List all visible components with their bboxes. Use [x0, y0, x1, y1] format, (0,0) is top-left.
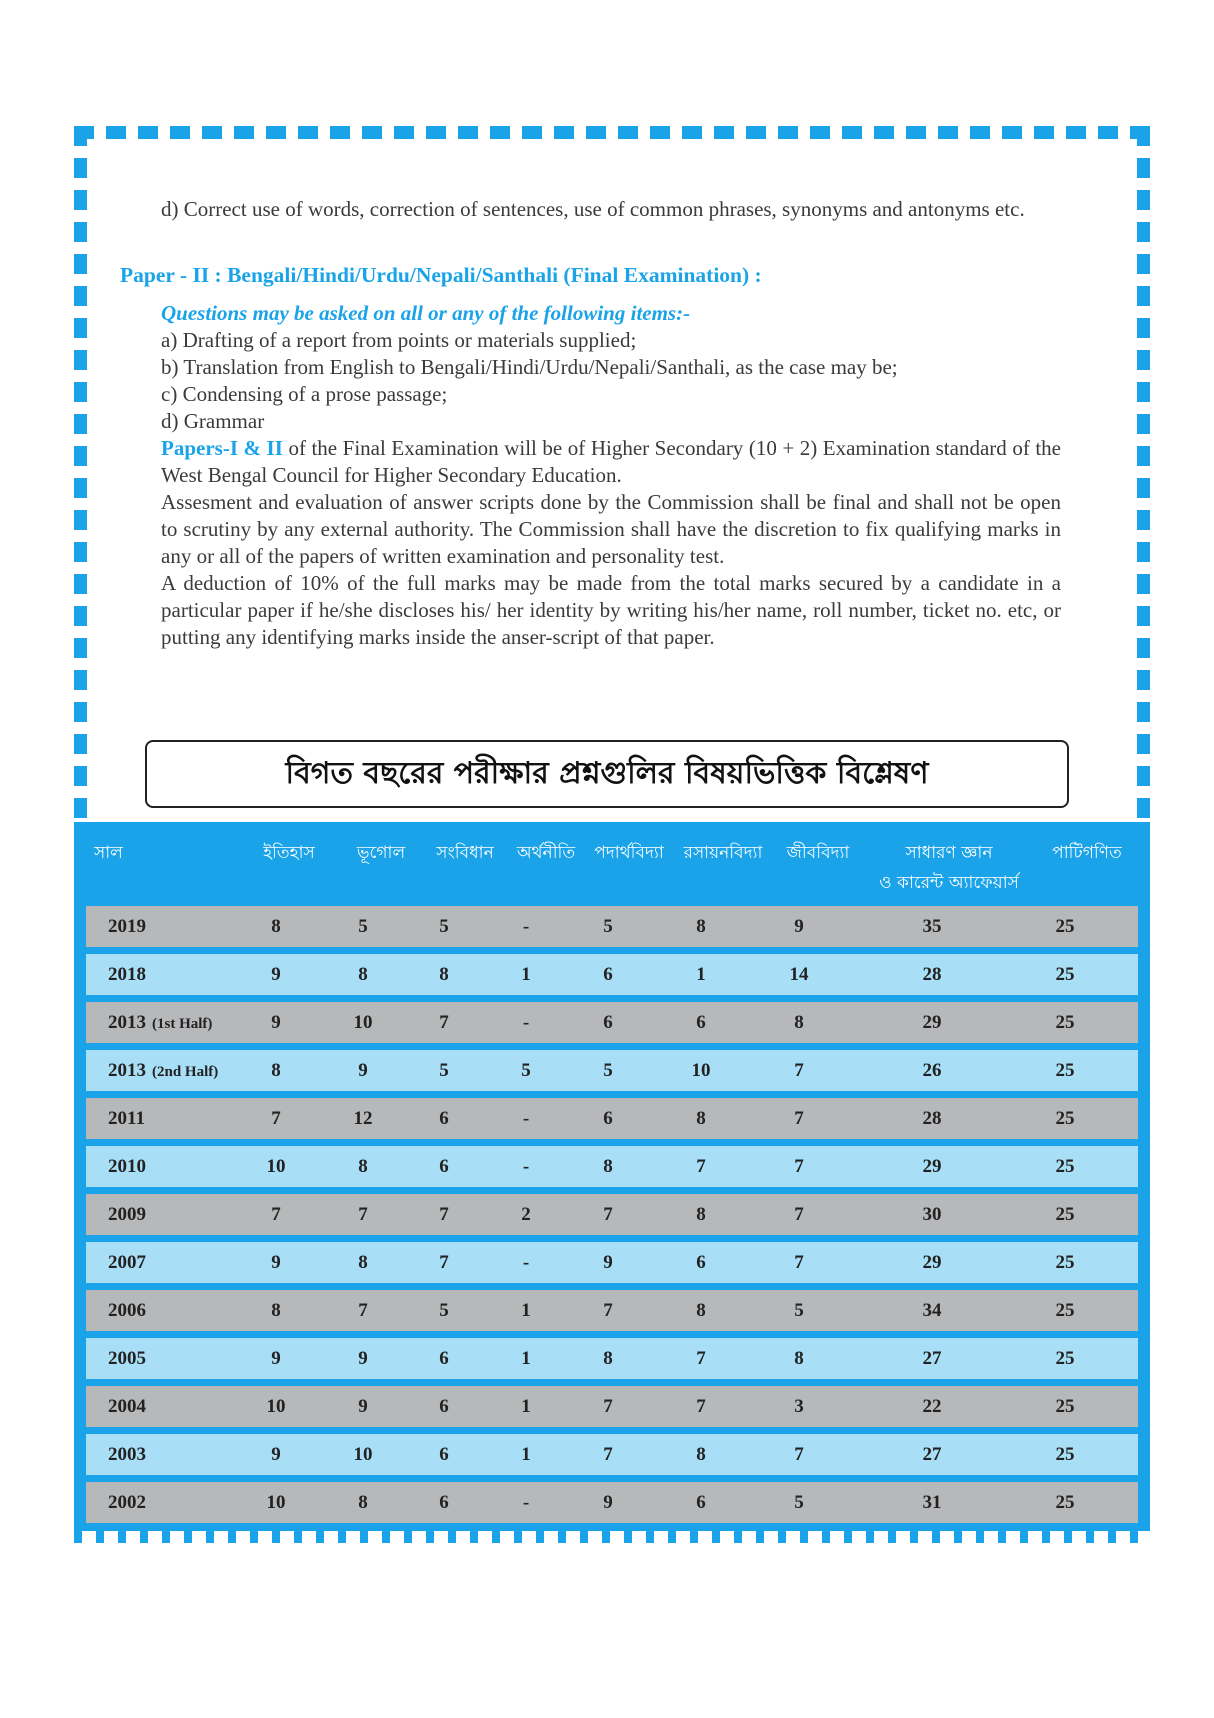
- cell-value: 6: [439, 1156, 449, 1177]
- col-header-gk: সাধারণ জ্ঞান: [905, 843, 993, 863]
- cell-value: 28: [922, 964, 942, 985]
- cell-value: 6: [439, 1492, 449, 1513]
- cell-value: 9: [358, 1348, 368, 1369]
- cell-value: 6: [696, 1252, 706, 1273]
- cell-value: 7: [439, 1012, 449, 1033]
- table-bottom-border: [74, 1531, 1150, 1543]
- cell-year: [108, 906, 146, 947]
- cell-year: [108, 1194, 146, 1235]
- col-header-economics: অর্থনীতি: [516, 843, 576, 863]
- cell-value: 25: [1055, 1348, 1075, 1369]
- table-row: [86, 1482, 1138, 1523]
- cell-value: 1: [521, 1444, 531, 1465]
- cell-value: 29: [922, 1156, 942, 1177]
- col-header-gk-line2: ও কারেন্ট অ্যাফেয়ার্স: [879, 873, 1019, 893]
- col-header-geography: ভূগোল: [356, 843, 406, 863]
- cell-value: 8: [271, 916, 281, 937]
- cell-value: 25: [1055, 1252, 1075, 1273]
- cell-value: 9: [271, 1012, 281, 1033]
- cell-value: 1: [696, 964, 706, 985]
- cell-value: 1: [521, 964, 531, 985]
- year-value: 2013: [108, 1060, 146, 1081]
- cell-value: 12: [353, 1108, 373, 1129]
- cell-value: 7: [603, 1300, 613, 1321]
- cell-value: 25: [1055, 1204, 1075, 1225]
- cell-value: -: [522, 1156, 530, 1177]
- cell-value: -: [522, 1108, 530, 1129]
- col-header-biology: জীববিদ্যা: [786, 843, 850, 863]
- cell-value: 7: [794, 1204, 804, 1225]
- cell-value: 8: [696, 1444, 706, 1465]
- item-d-text: d) Correct use of words, correction of sentences, use of common phrases, synonyms and antonyms etc.: [161, 197, 1025, 221]
- papers-standard-text: [161, 435, 1061, 489]
- table-row: [86, 1242, 1138, 1283]
- cell-value: 6: [439, 1396, 449, 1417]
- cell-value: 9: [603, 1492, 613, 1513]
- cell-year: [108, 1290, 146, 1331]
- cell-value: 25: [1055, 1396, 1075, 1417]
- col-header-arithmetic: পাটিগণিত: [1052, 843, 1122, 863]
- cell-value: 8: [271, 1300, 281, 1321]
- cell-value: 6: [696, 1012, 706, 1033]
- year-value: 2019: [108, 916, 146, 937]
- year-value: 2004: [108, 1396, 146, 1417]
- frame-right-border: [1137, 126, 1150, 826]
- cell-value: 9: [794, 916, 804, 937]
- cell-value: 10: [353, 1012, 373, 1033]
- cell-value: -: [522, 1492, 530, 1513]
- table-row: [86, 954, 1138, 995]
- year-value: 2003: [108, 1444, 146, 1465]
- table-title: বিগত বছরের পরীক্ষার প্রশ্নগুলির বিষয়ভিত্তিক বিশ্লেষণ: [285, 755, 929, 791]
- cell-value: 7: [794, 1444, 804, 1465]
- cell-value: 5: [521, 1060, 531, 1081]
- cell-value: 25: [1055, 964, 1075, 985]
- cell-value: 10: [353, 1444, 373, 1465]
- cell-value: 6: [696, 1492, 706, 1513]
- cell-value: 6: [439, 1348, 449, 1369]
- cell-value: 9: [358, 1060, 368, 1081]
- cell-value: 2: [521, 1204, 531, 1225]
- cell-value: -: [522, 916, 530, 937]
- table-row: [86, 1050, 1138, 1091]
- cell-value: 10: [266, 1492, 286, 1513]
- table-row: [86, 906, 1138, 947]
- cell-value: 8: [271, 1060, 281, 1081]
- year-value: 2018: [108, 964, 146, 985]
- intro-text: [161, 196, 1061, 223]
- cell-value: 8: [603, 1348, 613, 1369]
- cell-value: 5: [794, 1492, 804, 1513]
- col-header-chemistry: রসায়নবিদ্যা: [683, 843, 763, 863]
- table-row: [86, 1002, 1138, 1043]
- cell-value: 3: [794, 1396, 804, 1417]
- cell-year: [108, 1146, 146, 1187]
- cell-value: 7: [439, 1204, 449, 1225]
- cell-value: 8: [358, 964, 368, 985]
- cell-value: 25: [1055, 1156, 1075, 1177]
- cell-value: 7: [794, 1060, 804, 1081]
- cell-value: 26: [922, 1060, 942, 1081]
- cell-value: 9: [358, 1396, 368, 1417]
- table-row: [86, 1338, 1138, 1379]
- cell-value: 5: [439, 1060, 449, 1081]
- cell-value: 7: [603, 1396, 613, 1417]
- cell-year: [108, 1338, 146, 1379]
- cell-value: 10: [691, 1060, 711, 1081]
- cell-year: [108, 1386, 146, 1427]
- cell-year: [108, 1434, 146, 1475]
- table-row: [86, 1290, 1138, 1331]
- cell-value: 7: [696, 1156, 706, 1177]
- table-title-box: [145, 740, 1069, 808]
- col-header-history: ইতিহাস: [263, 843, 315, 863]
- cell-value: 8: [358, 1492, 368, 1513]
- cell-value: 8: [358, 1252, 368, 1273]
- cell-year: [108, 1050, 218, 1093]
- year-value: 2010: [108, 1156, 146, 1177]
- paper2-item-b: b) Translation from English to Bengali/Hindi/Urdu/Nepali/Santhali, as the case may be;: [161, 355, 898, 379]
- cell-year: [108, 1242, 146, 1283]
- cell-value: 5: [439, 916, 449, 937]
- cell-value: 7: [696, 1348, 706, 1369]
- cell-value: 8: [794, 1012, 804, 1033]
- cell-value: 6: [603, 964, 613, 985]
- table-row: [86, 1146, 1138, 1187]
- cell-value: -: [522, 1012, 530, 1033]
- cell-value: 6: [439, 1108, 449, 1129]
- cell-value: 8: [794, 1348, 804, 1369]
- cell-value: 9: [271, 1444, 281, 1465]
- cell-value: 25: [1055, 916, 1075, 937]
- paper2-heading: Paper - II : Bengali/Hindi/Urdu/Nepali/Santhali (Final Examination) :: [120, 263, 762, 287]
- year-value: 2011: [108, 1108, 145, 1129]
- table-row: [86, 1434, 1138, 1475]
- questions-heading: Questions may be asked on all or any of the following items:-: [161, 301, 691, 325]
- paper2-item-d: d) Grammar: [161, 409, 265, 433]
- cell-value: 7: [794, 1156, 804, 1177]
- cell-year: [108, 1002, 212, 1045]
- cell-value: 9: [271, 964, 281, 985]
- half-label: (1st Half): [152, 1016, 213, 1032]
- table-row: [86, 1194, 1138, 1235]
- cell-value: 31: [922, 1492, 942, 1513]
- cell-value: 29: [922, 1252, 942, 1273]
- cell-value: 35: [922, 916, 942, 937]
- cell-value: 7: [696, 1396, 706, 1417]
- cell-value: 9: [603, 1252, 613, 1273]
- cell-value: 7: [794, 1108, 804, 1129]
- paper2-item-a: a) Drafting of a report from points or materials supplied;: [161, 328, 637, 352]
- cell-value: 5: [439, 1300, 449, 1321]
- cell-value: 9: [271, 1348, 281, 1369]
- col-header-physics: পদার্থবিদ্যা: [594, 843, 664, 863]
- col-header-constitution: সংবিধান: [436, 843, 494, 863]
- cell-value: 7: [794, 1252, 804, 1273]
- cell-value: 6: [603, 1012, 613, 1033]
- cell-value: 25: [1055, 1012, 1075, 1033]
- cell-value: 27: [922, 1444, 942, 1465]
- deduction-text: A deduction of 10% of the full marks may be made from the total marks secured by a candidate in a particular paper if he/she discloses his/ her identity by writing his/her name, roll number, ticket no. etc, or putting any identifying marks inside the anser-script of that paper.: [161, 571, 1061, 649]
- cell-year: [108, 954, 146, 995]
- cell-value: 5: [358, 916, 368, 937]
- cell-value: 7: [603, 1204, 613, 1225]
- year-value: 2007: [108, 1252, 146, 1273]
- cell-value: 29: [922, 1012, 942, 1033]
- cell-value: 8: [696, 1300, 706, 1321]
- cell-value: 7: [271, 1204, 281, 1225]
- cell-value: 25: [1055, 1300, 1075, 1321]
- cell-value: 25: [1055, 1492, 1075, 1513]
- cell-year: [108, 1482, 146, 1523]
- table-row: [86, 1386, 1138, 1427]
- cell-value: 7: [358, 1300, 368, 1321]
- year-value: 2013: [108, 1012, 146, 1033]
- cell-value: 28: [922, 1108, 942, 1129]
- year-value: 2002: [108, 1492, 146, 1513]
- cell-value: 7: [271, 1108, 281, 1129]
- cell-value: 34: [922, 1300, 942, 1321]
- cell-value: 1: [521, 1348, 531, 1369]
- cell-value: 25: [1055, 1060, 1075, 1081]
- cell-value: 1: [521, 1300, 531, 1321]
- cell-value: 8: [358, 1156, 368, 1177]
- paper2-item-c: c) Condensing of a prose passage;: [161, 382, 448, 406]
- half-label: (2nd Half): [152, 1064, 219, 1080]
- table-header-row: [74, 838, 1150, 898]
- frame-top-border: [74, 126, 1150, 139]
- cell-value: 8: [696, 1108, 706, 1129]
- cell-value: 25: [1055, 1108, 1075, 1129]
- cell-value: 27: [922, 1348, 942, 1369]
- cell-value: 7: [358, 1204, 368, 1225]
- cell-value: 7: [603, 1444, 613, 1465]
- cell-value: 10: [266, 1156, 286, 1177]
- year-value: 2005: [108, 1348, 146, 1369]
- assessment-text: Assesment and evaluation of answer scripts done by the Commission shall be final and shall not be open to scrutiny by any external authority. The Commission shall have the discretion to fix qualifying marks in any or all of the papers of written examination and personality test.: [161, 490, 1061, 568]
- cell-value: 10: [266, 1396, 286, 1417]
- cell-value: 22: [922, 1396, 942, 1417]
- cell-value: 5: [603, 916, 613, 937]
- table-body: [86, 906, 1138, 1530]
- cell-value: 5: [794, 1300, 804, 1321]
- cell-value: 25: [1055, 1444, 1075, 1465]
- year-value: 2009: [108, 1204, 146, 1225]
- cell-value: 5: [603, 1060, 613, 1081]
- cell-value: 8: [696, 916, 706, 937]
- cell-value: 6: [439, 1444, 449, 1465]
- papers-label: Papers-I & II: [161, 436, 283, 460]
- year-value: 2006: [108, 1300, 146, 1321]
- cell-value: 6: [603, 1108, 613, 1129]
- papers-standard-body: of the Final Examination will be of Higher Secondary (10 + 2) Examination standard of the West Bengal Council for Higher Secondary Education.: [161, 436, 1062, 487]
- cell-value: 30: [922, 1204, 942, 1225]
- col-header-year: সাল: [94, 843, 123, 863]
- frame-left-border: [74, 126, 87, 826]
- table-row: [86, 1098, 1138, 1139]
- cell-value: -: [522, 1252, 530, 1273]
- cell-value: 9: [271, 1252, 281, 1273]
- cell-value: 1: [521, 1396, 531, 1417]
- cell-value: 8: [603, 1156, 613, 1177]
- cell-value: 7: [439, 1252, 449, 1273]
- cell-value: 8: [696, 1204, 706, 1225]
- cell-value: 8: [439, 964, 449, 985]
- paper2-body: [161, 300, 1061, 651]
- cell-value: 14: [789, 964, 809, 985]
- cell-year: [108, 1098, 145, 1139]
